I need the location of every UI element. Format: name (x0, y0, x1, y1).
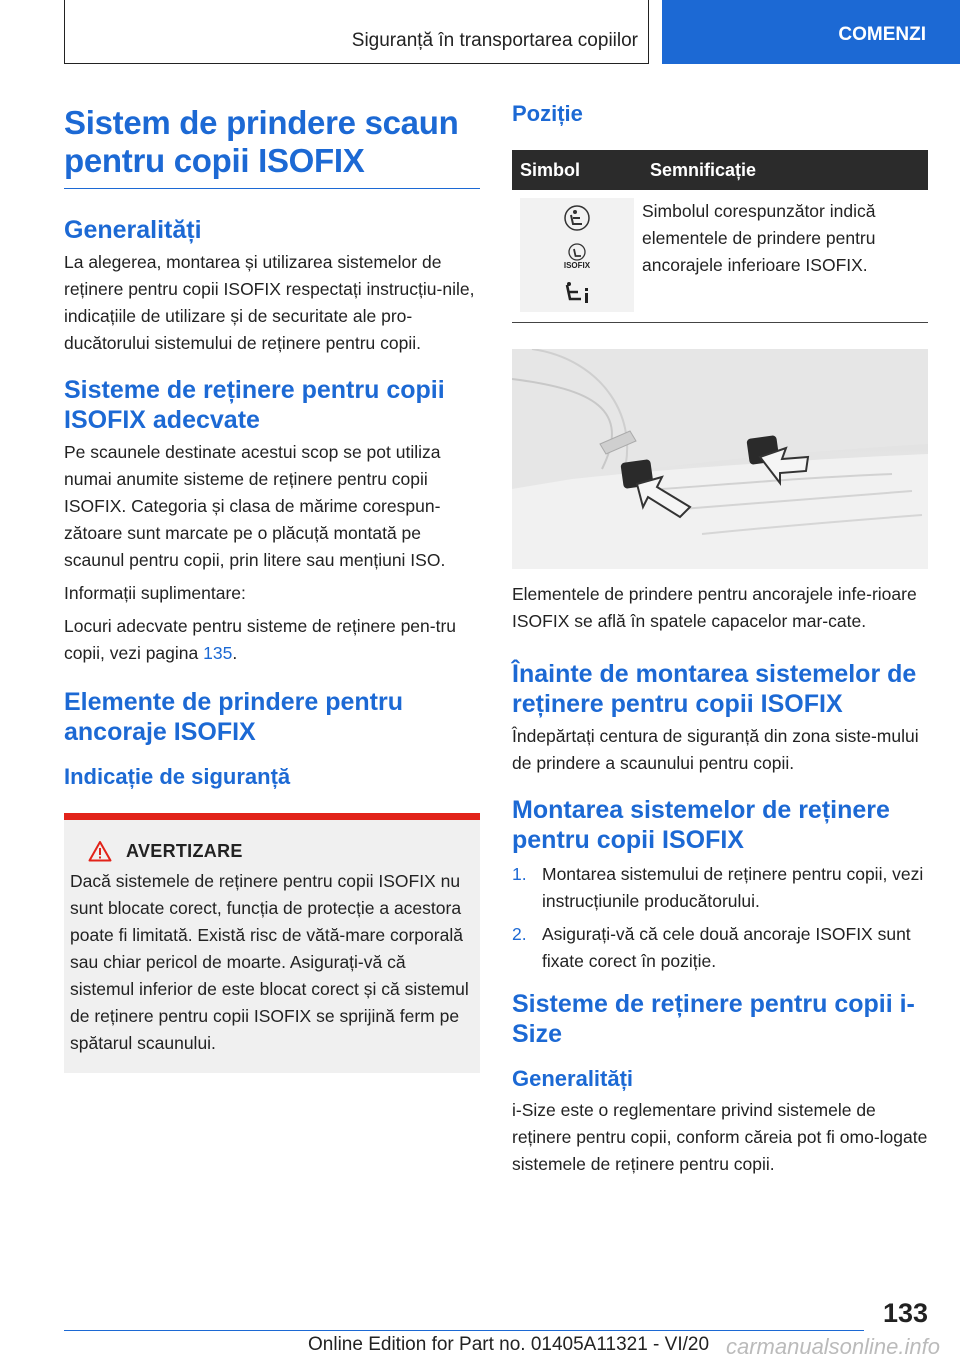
footer-divider (64, 1330, 864, 1331)
step-number: 1. (512, 864, 527, 884)
heading-before: Înainte de montarea sistemelor de reținere pentru copii ISOFIX (512, 660, 917, 718)
left-column (64, 104, 480, 1073)
column-header-symbol: Simbol (512, 150, 642, 190)
warning-title: AVERTIZARE (126, 840, 243, 861)
places-text: Locuri adecvate pentru sisteme de reținere pen-tru copii, vezi pagina (64, 616, 457, 663)
warning-triangle-icon (88, 840, 112, 862)
isofix-seat-illustration (512, 349, 928, 569)
step-text: Asigurați-vă că cele două ancoraje ISOFIX sunt fixate corect în poziție. (542, 924, 911, 971)
child-seat-info-icon (563, 281, 591, 307)
isofix-symbols (520, 198, 634, 312)
page-link[interactable]: 135 (203, 643, 233, 663)
symbol-cell (512, 190, 642, 323)
page-number: 133 (882, 1298, 928, 1328)
paragraph-places (64, 613, 480, 667)
child-seat-icon (563, 204, 591, 232)
step-text: Montarea sistemului de reținere pentru copii, vezi instrucțiunile producătorului. (542, 864, 924, 911)
heading-mounting: Montarea sistemelor de reținere pentru copii ISOFIX (512, 796, 890, 854)
warning-box (64, 813, 480, 1073)
heading-suitable: Sisteme de reținere pentru copii ISOFIX adecvate (64, 376, 445, 434)
heading-position: Poziție (512, 101, 583, 126)
right-column (512, 100, 928, 1178)
meaning-cell: Simbolul corespunzător indică elementele de prindere pentru ancorajele inferioare ISOFIX. (642, 201, 876, 275)
tab-label: COMENZI (838, 24, 926, 45)
isofix-seat-icon (567, 243, 587, 261)
heading-safety: Indicație de siguranță (64, 764, 291, 789)
heading-general: Generalități (64, 216, 202, 244)
paragraph-isize: i-Size este o reglementare privind sistemele de reținere pentru copii, conform căreia pot fi omo-logate sistemele de reținere pentru copii. (512, 1100, 928, 1174)
heading-general-isize: Generalități (512, 1066, 634, 1091)
warning-text: Dacă sistemele de reținere pentru copii ISOFIX nu sunt blocate corect, funcția de protecție a acestora poate fi limitată. Există risc de vătă-mare corporală sau chiar pericol de moarte. Asigurați-vă că sistemul inferior de este blocat corect și că sistemul de reținere pentru copii ISOFIX se sprijină ferm pe spătarul scaunului. (70, 871, 469, 1053)
isofix-symbol-label: ISOFIX (563, 260, 591, 270)
places-end: . (232, 643, 238, 663)
paragraph-before: Îndepărtați centura de siguranță din zona siste-mului de prindere a scaunului pentru copii. (512, 726, 919, 773)
mounting-steps (512, 861, 928, 975)
symbol-table (512, 150, 928, 323)
column-header-meaning: Semnificație (642, 150, 928, 190)
paragraph-suitable: Pe scaunele destinate acestui scop se pot utiliza numai anumite sisteme de reținere pentru copii ISOFIX. Categoria și clasa de mărime corespun-zătoare sunt marcate pe o plăcuță montată pe scaunul pentru copii, prin litere sau mențiuni ISO. (64, 442, 446, 570)
tab-comenzi[interactable] (662, 0, 960, 64)
warning-header (70, 840, 472, 862)
watermark: carmanualsonline.info (725, 1334, 940, 1359)
paragraph-info: Informații suplimentare: (64, 583, 246, 603)
isofix-seat-symbol (564, 243, 590, 270)
page-title: Sistem de prindere scaun pentru copii ISOFIX (64, 104, 480, 189)
heading-isize: Sisteme de reținere pentru copii i-Size (512, 990, 915, 1048)
table-header-row (512, 150, 928, 190)
step-number: 2. (512, 924, 527, 944)
table-row (512, 190, 928, 323)
paragraph-general: La alegerea, montarea și utilizarea sistemelor de reținere pentru copii ISOFIX respectați instrucțiu-nile, indicațiile de utilizare și de securitate ale pro-ducătorului sistemului de reținere pentru copii. (64, 252, 475, 353)
list-item (512, 921, 928, 975)
heading-elements: Elemente de prindere pentru ancoraje ISOFIX (64, 688, 403, 746)
edition-text: Online Edition for Part no. 01405A11321 - VI/20 (308, 1334, 710, 1355)
list-item (512, 861, 928, 915)
section-title: Siguranță în transportarea copiilor (351, 30, 638, 51)
image-caption: Elementele de prindere pentru ancorajele infe-rioare ISOFIX se află în spatele capacelor mar-cate. (512, 584, 917, 631)
